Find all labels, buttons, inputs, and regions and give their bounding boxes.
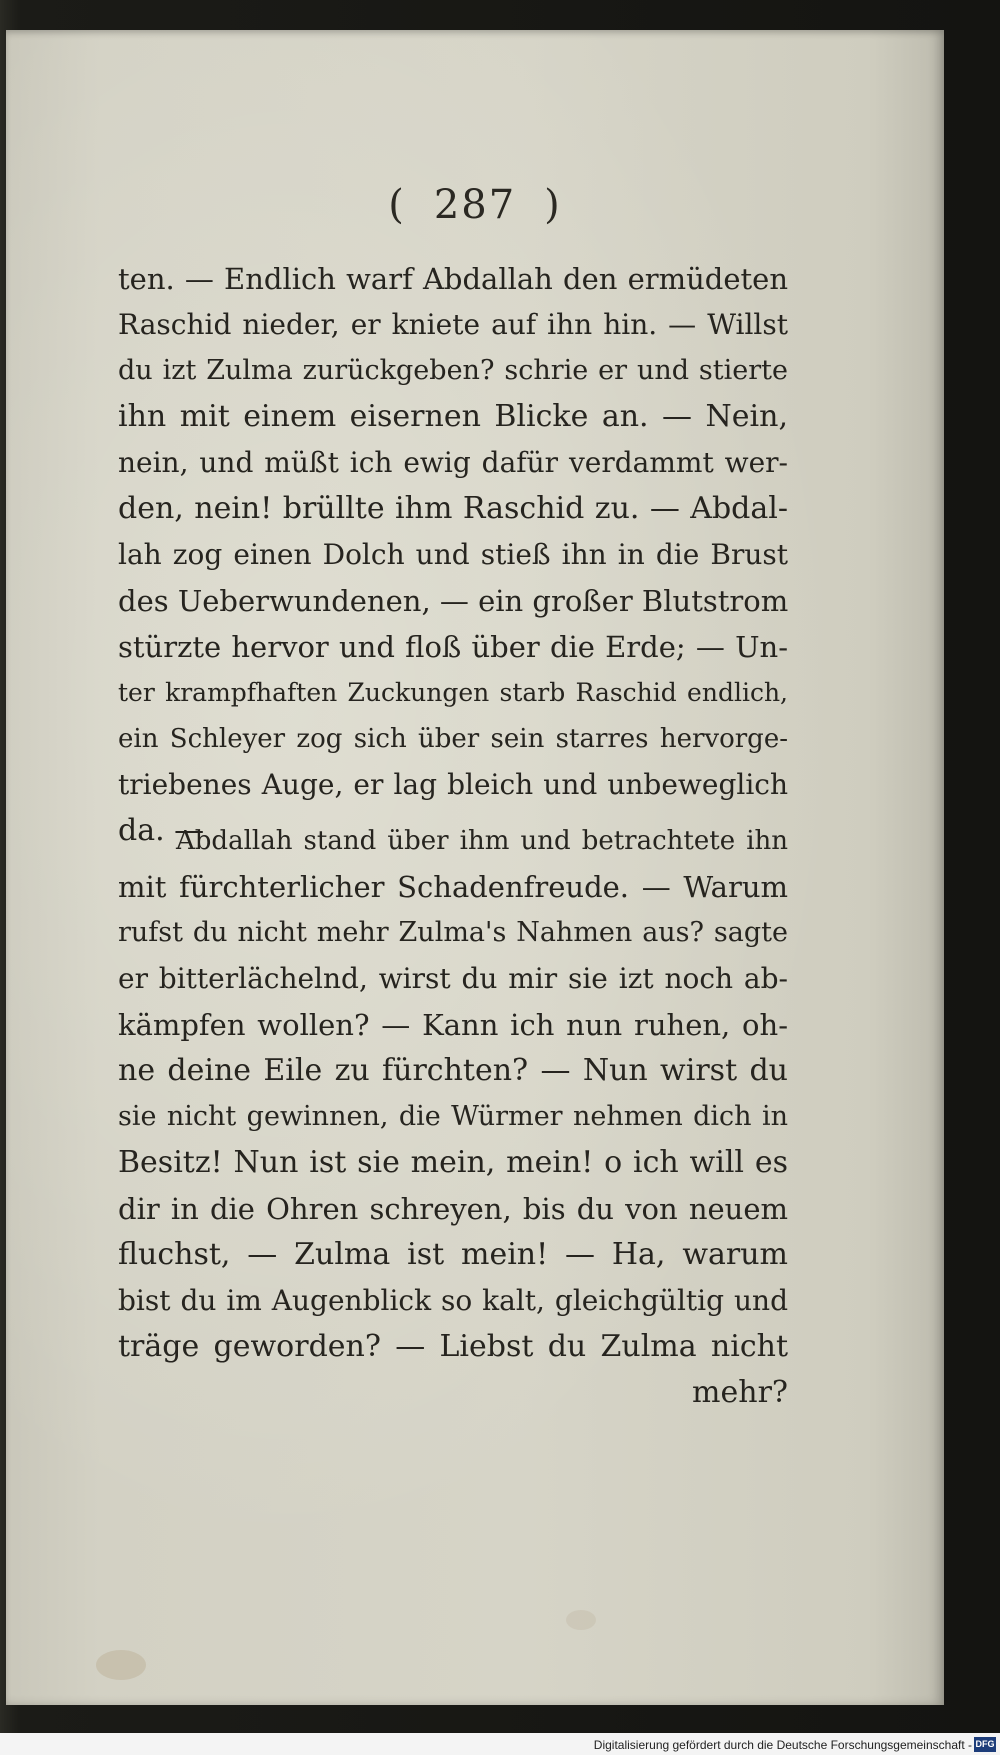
text-line: ter krampfhaften Zuckungen starb Raschid endlich, — [118, 678, 788, 707]
text-line: lah zog einen Dolch und stieß ihn in die Brust — [118, 538, 788, 571]
text-line: nein, und müßt ich ewig dafür verdammt wer- — [118, 446, 788, 479]
page-number: 287 — [433, 182, 517, 228]
text-line: da. — — [118, 813, 205, 848]
text-line: er bitterlächelnd, wirst du mir sie izt noch ab- — [118, 962, 788, 995]
text-line: stürzte hervor und floß über die Erde; — Un- — [118, 630, 788, 664]
text-line: den, nein! brüllte ihm Raschid zu. — Abdal- — [118, 491, 788, 526]
footer-credit: Digitalisierung gefördert durch die Deutsche Forschungsgemeinschaft - — [593, 1738, 972, 1752]
close-paren: ) — [544, 182, 562, 228]
text-line: Besitz! Nun ist sie mein, mein! o ich will es — [118, 1145, 788, 1180]
text-line: ein Schleyer zog sich über sein starres hervorge- — [118, 724, 788, 754]
text-line: kämpfen wollen? — Kann ich nun ruhen, oh- — [118, 1008, 788, 1042]
text-line: du izt Zulma zurückgeben? schrie er und stierte — [118, 355, 788, 386]
dfg-logo: DFG — [974, 1737, 996, 1752]
open-paren: ( — [388, 182, 406, 228]
page-number-header — [6, 182, 944, 228]
text-line: ne deine Eile zu fürchten? — Nun wirst du — [118, 1053, 788, 1088]
text-line: mit fürchterlicher Schadenfreude. — Warum — [118, 870, 788, 904]
text-line: Raschid nieder, er kniete auf ihn hin. — Willst — [118, 308, 788, 341]
catchword: mehr? — [692, 1375, 788, 1410]
text-line: träge geworden? — Liebst du Zulma nicht — [118, 1329, 788, 1364]
text-line: bist du im Augenblick so kalt, gleichgültig und — [118, 1284, 788, 1317]
text-line: dir in die Ohren schreyen, bis du von neuem — [118, 1192, 788, 1226]
text-line: des Ueberwundenen, — ein großer Blutstrom — [118, 584, 789, 618]
text-line: ihn mit einem eisernen Blicke an. — Nein, — [118, 399, 788, 434]
text-line: sie nicht gewinnen, die Würmer nehmen dich in — [118, 1101, 788, 1132]
footer-bar — [0, 1733, 1000, 1755]
text-line: ten. — Endlich warf Abdallah den ermüdeten — [118, 262, 788, 296]
paper-stain — [96, 1650, 146, 1680]
text-line: rufst du nicht mehr Zulma's Nahmen aus? sagte — [118, 917, 788, 948]
book-page — [6, 30, 944, 1705]
text-line: fluchst, — Zulma ist mein! — Ha, warum — [118, 1237, 788, 1272]
paper-stain — [566, 1610, 596, 1630]
text-line: Abdallah stand über ihm und betrachtete ihn — [176, 826, 788, 856]
text-line: triebenes Auge, er lag bleich und unbeweglich — [118, 768, 788, 801]
